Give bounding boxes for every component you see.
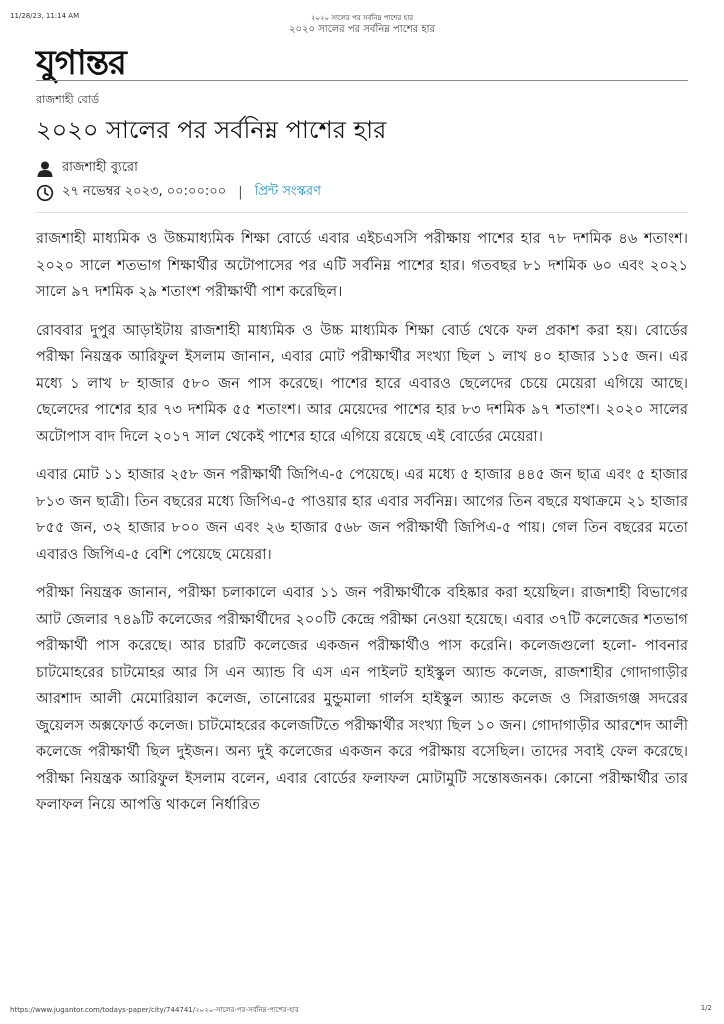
user-icon [36, 160, 54, 178]
article-paragraph: রোববার দুপুর আড়াইটায় রাজশাহী মাধ্যমিক ও উচ্চ মাধ্যমিক শিক্ষা বোর্ড থেকে ফল প্রকাশ করা হয়। বোর্ডের পরীক্ষা নিয়ন্ত্রক আরিফুল ইসলাম জানান, এবার মোট পরীক্ষার্থীর সংখ্যা ছিল ১ লাখ ৪০ হাজার ১১৫ জন। এর মধ্যে ১ লাখ ৮ হাজার ৫৮০ জন পাস করেছে। পাশের হারে এবারও ছেলেদের চেয়ে মেয়েরা এগিয়ে আছে। ছেলেদের পাশের হার ৭৩ দশমিক ৫৫ শতাংশ। আর মেয়েদের পাশের হার ৮৩ দশমিক ৯৭ শতাংশ। ২০২০ সালের অটোপাস বাদ দিলে ২০১৭ সাল থেকেই পাশের হারে এগিয়ে রয়েছে এই বোর্ডের মেয়েরা। [36, 321, 688, 445]
byline-date-row [36, 182, 321, 203]
print-footer [10, 1004, 712, 1016]
article-paragraph: এবার মোট ১১ হাজার ২৫৮ জন পরীক্ষার্থী জিপিএ-৫ পেয়েছে। এর মধ্যে ৫ হাজার ৪৪৫ জন ছাত্র এবং ৫ হাজার ৮১৩ জন ছাত্রী। তিন বছরের মধ্যে জিপিএ-৫ পাওয়ার হার এবার সর্বনিম্ন। আগের তিন বছরে যথাক্রমে ২১ হাজার ৮৫৫ জন, ৩২ হাজার ৮০০ জন এবং ২৬ হাজার ৫৬৮ জন পরীক্ষার্থী জিপিএ-৫ পায়। গেল তিন বছরের মতো এবারও জিপিএ-৫ বেশি পেয়েছে মেয়েরা। [36, 466, 688, 563]
print-title: ২০২০ সালের পর সর্বনিম্ন পাশের হার [310, 14, 414, 22]
clock-icon [36, 184, 54, 202]
page-number: 1/2 [700, 1004, 712, 1012]
print-datetime: 11/28/23, 11:14 AM [10, 12, 80, 20]
masthead [36, 22, 688, 85]
publish-date: ২৭ নভেম্বর ২০২৩, ০০:০০:০০ [62, 184, 227, 199]
byline-separator: | [238, 185, 243, 200]
section-label[interactable]: রাজশাহী বোর্ড [36, 93, 100, 106]
article-paragraph: পরীক্ষা নিয়ন্ত্রক জানান, পরীক্ষা চলাকালে এবার ১১ জন পরীক্ষার্থীকে বহিষ্কার করা হয়েছিল। রাজশাহী বিভাগের আট জেলার ৭৪৯টি কলেজের পরীক্ষার্থীদের ২০০টি কেন্দ্রে পরীক্ষা নেওয়া হয়েছে। এবার ৩৭টি কলেজের শতভাগ পরীক্ষার্থী পাস করেছে। আর চারটি কলেজের একজন পরীক্ষার্থীও পাস করেনি। কলেজগুলো হলো- পাবনার চাটমোহরের চাটমোহর আর সি এন অ্যান্ড বি এস এন পাইলট হাইস্কুল অ্যান্ড কলেজ, রাজশাহীর গোদাগাড়ীর আরশাদ আলী মেমোরিয়াল কলেজ, তানোরের মুন্ডুমালা গার্লস হাইস্কুল অ্যান্ড কলেজ ও সিরাজগঞ্জ সদরের জুয়েলস অক্সফোর্ড কলেজ। চাটমোহরের কলেজটিতে পরীক্ষার্থীর সংখ্যা ছিল ১০ জন। গোদাগাড়ীর আরশেদ আলী কলেজে পরীক্ষার্থী ছিল দুইজন। অন্য দুই কলেজের একজন করে পরীক্ষায় বসেছিল। তাদের সবাই ফেল করেছে। পরীক্ষা নিয়ন্ত্রক আরিফুল ইসলাম বলেন, এবার বোর্ডের ফলাফল মোটামুটি সন্তোষজনক। কোনো পরীক্ষার্থীর তার ফলাফল নিয়ে আপত্তি থাকলে নির্ধারিত [36, 584, 688, 813]
page-title: ২০২০ সালের পর সর্বনিম্ন পাশের হার [36, 116, 387, 144]
byline-divider [36, 212, 688, 213]
masthead-divider [36, 80, 688, 81]
print-edition-link[interactable]: প্রিন্ট সংস্করণ [254, 184, 321, 199]
article-paragraph: রাজশাহী মাধ্যমিক ও উচ্চমাধ্যমিক শিক্ষা বোর্ডে এবার এইচএসসি পরীক্ষায় পাশের হার ৭৮ দশমিক ৪৬ শতাংশ। ২০২০ সালে শতভাগ শিক্ষার্থীর অটোপাসের পর এটি সর্বনিম্ন পাশের হার। গতবছর ৮১ দশমিক ৬০ এবং ২০২১ সালে ৯৭ দশমিক ২৯ শতাংশ পরীক্ষার্থী পাশ করেছিল। [36, 230, 688, 300]
masthead-subtitle: ২০২০ সালের পর সর্বনিম্ন পাশের হার [289, 24, 435, 35]
jugantor-logo[interactable]: যুগান্তর [36, 43, 126, 83]
article-body [36, 226, 688, 831]
byline-author [36, 158, 138, 179]
page-url: https://www.jugantor.com/todays-paper/city/744741/২০২০-সালের-পর-সর্বনিম্ন-পাশের-হার [10, 1006, 299, 1014]
author-name: রাজশাহী ব্যুরো [62, 160, 138, 175]
